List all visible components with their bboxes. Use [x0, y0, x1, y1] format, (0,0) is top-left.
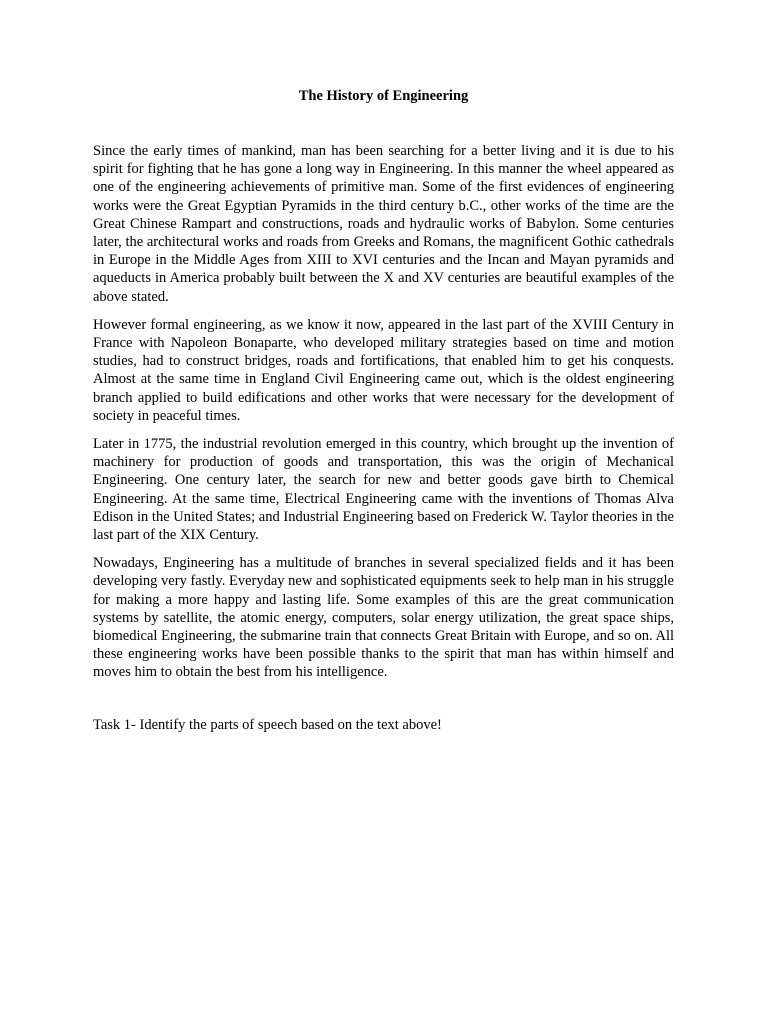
paragraph-2: However formal engineering, as we know it now, appeared in the last part of the XVIII Century in France with Napoleon Bonaparte, who developed military strategies based on time and motion studies, had to construct bridges, roads and fortifications, that enabled him to get his conquests. Almost at the same time in England Civil Engineering came out, which is the oldest engineering branch applied to build edifications and other works that were necessary for the development of society in peaceful times.: [93, 316, 674, 424]
document-body: [93, 142, 674, 692]
paragraph-4: Nowadays, Engineering has a multitude of branches in several specialized fields and it has been developing very fastly. Everyday new and sophisticated equipments seek to help man in his struggle for making a more happy and lasting life. Some examples of this are the great communication systems by satellite, the atomic energy, computers, solar energy utilization, the great space ships, biomedical Engineering, the submarine train that connects Great Britain with Europe, and so on. All these engineering works have been possible thanks to the spirit that man has within himself and moves him to obtain the best from his intelligence.: [93, 555, 674, 681]
paragraph-3: Later in 1775, the industrial revolution emerged in this country, which brought up the invention of machinery for production of goods and transportation, this was the origin of Mechanical Engineering. One century later, the search for new and better goods gave birth to Chemical Engineering. At the same time, Electrical Engineering came with the inventions of Thomas Alva Edison in the United States; and Industrial Engineering based on Frederick W. Taylor theories in the last part of the XIX Century.: [93, 436, 674, 544]
paragraph-1: Since the early times of mankind, man has been searching for a better living and it is due to his spirit for fighting that he has gone a long way in Engineering. In this manner the wheel appeared as one of the engineering achievements of primitive man. Some of the first evidences of engineering works were the Great Egyptian Pyramids in the third century b.C., other works of the time are the Great Chinese Rampart and constructions, roads and hydraulic works of Babylon. Some centuries later, the architectural works and roads from Greeks and Romans, the magnificent Gothic cathedrals in Europe in the Middle Ages from XIII to XVI centuries and the Incan and Mayan pyramids and aqueducts in America probably built between the X and XV centuries are beautiful examples of the above stated.: [93, 143, 674, 305]
document-title: The History of Engineering: [298, 88, 469, 104]
task-instruction: Task 1- Identify the parts of speech based on the text above!: [93, 717, 442, 733]
